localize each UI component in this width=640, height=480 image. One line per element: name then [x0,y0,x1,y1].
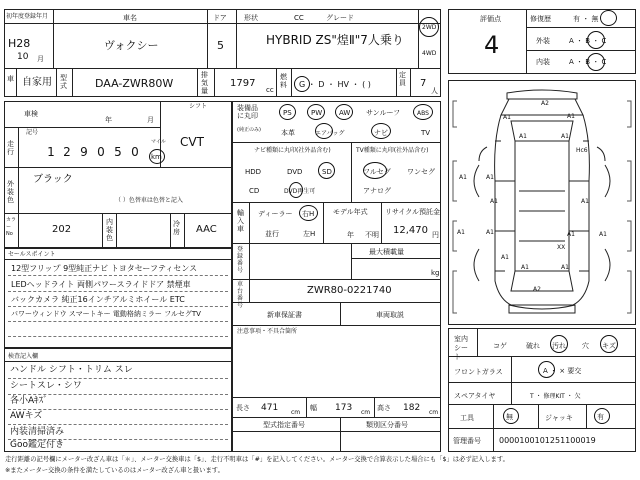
chassis-number: ZWR80-0221740 [307,285,392,296]
equip-leather: 本革 [281,129,295,137]
cc-label: CC [294,14,304,22]
drive-2wd: 2WD [422,24,437,31]
class-number-label: 類別区分番号 [366,421,408,429]
insp-year-unit: 年 [105,116,112,124]
seat-opt: 穴 [582,342,589,350]
dmg-a1: A1 [486,174,494,181]
model-year-unit: 年 [347,231,354,239]
height-label: 高さ [377,404,391,412]
odo-sub-label: 記号 [26,129,39,136]
equip-tv: TV [421,129,431,137]
usage-row [4,68,441,97]
odo-digit: 9 [80,145,88,159]
kg-unit: kg [431,269,440,277]
inspector-line: AWキズ [10,411,43,421]
odo-digit: 5 [114,145,122,159]
glass-label: フロントガラス [454,368,503,376]
fuel-label: 燃料 [280,73,287,89]
interior-options: A ・ B ・ C [569,58,607,66]
import-left-h: 左H [303,230,316,238]
tool-value: 無 [506,413,513,421]
tv-analog: アナログ [363,187,391,195]
inspector-line: 内装清掃済み [10,427,65,437]
dmg-a1: A1 [503,114,511,121]
color-value: ブラック [33,174,73,185]
equip-aw: AW [339,109,351,117]
shape-label: 形状 [244,14,258,22]
navi-cd: CD [249,187,260,195]
exterior-options: A ・ B ・ C [569,37,607,45]
equip-pw: PW [311,109,323,117]
import-label: 輸入車 [237,209,244,233]
tool-label: 工具 [460,414,474,422]
equipment-label: 装備品に丸印 [237,104,258,120]
navi-hdd: HDD [245,168,262,176]
spare-label: スペアタイヤ [454,392,496,400]
reg-month-unit: 月 [37,55,44,63]
equip-ps: PS [283,109,292,117]
displacement-label: 排気量 [201,71,208,95]
length-label: 長さ [236,404,250,412]
jack-value: 有 [597,413,604,421]
dmg-a1: A1 [567,113,575,120]
dmg-a2-bottom: A2 [533,286,541,293]
equip-sunroof: サンルーフ [366,109,401,117]
odo-digit: 1 [47,145,55,159]
km-label: km [151,153,162,161]
import-parallel: 並行 [265,230,279,238]
recycle-yen: 円 [432,231,439,239]
equip-airbag: エアバッグ [315,130,345,137]
door-count: 5 [217,39,224,52]
interior-b-circle [587,53,605,71]
interior-color-label: 内装色 [106,218,113,242]
score-value: 4 [484,31,500,59]
tv-fullseg: フルセグ [363,168,391,176]
shift-label: シフト [189,103,208,110]
width-value: 173 [335,403,353,413]
exterior-label: 外装 [536,37,550,45]
odo-digits [44,145,144,160]
navi-dvd: DVD [287,168,303,176]
width-label: 幅 [310,404,317,412]
inspector-line: ハンドル シフト・トリム スレ [10,365,133,375]
import-dealer: ディーラー [258,210,293,218]
dmg-a2-top: A2 [541,100,549,107]
height-unit: cm [429,409,439,416]
inspector-line: 各小Aｷｽﾞ [10,396,48,406]
inspector-label: 検査記入欄 [8,353,39,360]
notes-area [232,325,441,398]
registration-label: 登録番号 [237,246,244,274]
inspector-line: Goo鑑定付き [10,440,64,450]
interior-label: 内装 [536,58,550,66]
dmg-hc6: Hc6 [576,147,588,154]
registration-area [232,243,441,280]
dmg-a1: A1 [490,198,498,205]
reg-month: 10 [17,52,29,62]
capacity: 7 [420,78,427,89]
color-label: 外装色 [7,180,14,204]
navi-sd: SD [322,168,332,176]
color-no-label: カラー No [6,217,17,237]
sales-line: LEDヘッドライト 両側パワースライドドア 禁煙車 [11,280,191,289]
jack-label: ジャッキ [545,414,573,422]
dmg-a1: A1 [599,231,607,238]
inspection-label: 車検 [24,110,38,118]
door-label: ドア [213,14,227,22]
repair-options: 有 ・ 無 [573,15,599,23]
warranty-area [232,302,441,326]
color-no: 202 [52,224,72,235]
reg-era: H28 [8,37,31,50]
capacity-label: 定員 [399,71,406,87]
glass-options: A ・ × 要交 [543,367,582,375]
warranty-book: 新車保証書 [267,311,302,319]
dmg-a1: A1 [567,231,575,238]
recycle-label: リサイクル預託金 [385,208,441,216]
navi-dvd-play: DVD再生可 [284,188,316,195]
recycle-value: 12,470 [393,225,428,236]
car-name: ヴォクシー [104,39,159,52]
car-name-label: 車名 [123,14,137,22]
dmg-a1: A1 [581,198,589,205]
mgmt-number: 0000100101251100019 [499,436,596,445]
ac-value: AAC [196,224,217,235]
capacity-unit: 人 [431,87,438,95]
tv-type-label: TV種類に丸印(社外品含む) [356,147,429,154]
warranty-record: 車両取説 [376,311,404,319]
dmg-a1: A1 [561,264,569,271]
dmg-a1: A1 [459,174,467,181]
dmg-a1: A1 [501,254,509,261]
car-outline-diagram [449,81,635,324]
use-label: 車 [7,75,14,83]
use-value: 自家用 [22,77,52,88]
shift-value: CVT [180,135,204,149]
length-value: 471 [261,403,279,413]
exterior-b-circle [587,31,605,49]
color-note: （ ）色替車は色替と記入 [115,197,183,204]
damage-diagram [448,80,636,325]
dmg-a1: A1 [486,229,494,236]
seat-opt: 汚れ [552,342,566,350]
inspector-line: シートスレ・シワ [10,381,82,391]
dmg-a1: A1 [519,133,527,140]
model-year-label: モデル年式 [333,208,368,216]
sales-line: パワーウィンドウ スマートキー 電動格納ミラー フルセグTV [11,310,201,318]
width-unit: cm [361,409,371,416]
repair-label: 修復歴 [530,15,551,23]
dmg-a1: A1 [457,229,465,236]
equip-navi: ナビ [374,129,388,137]
odo-label: 走行 [7,140,14,156]
footer-note: 走行距離の記号欄にメーター改ざん車は「＊」、メーター交換車は「$」、走行不明車は「#」を記入してください。メーター交換で合算表示した場合にも「$」は必ず記入します。 [5,456,509,463]
equipment-note: (純正のみ) [237,127,261,133]
spare-options: T ・ 修理KIT ・ 欠 [530,393,581,400]
type-number-label: 型式指定番号 [263,421,305,429]
dmg-a1: A1 [561,133,569,140]
seat-opt: キズ [602,342,616,350]
navi-type-label: ナビ種類に丸印(社外品含む) [254,147,331,154]
import-right-h: 右H [302,210,315,218]
dmg-a1: A1 [521,264,529,271]
height-value: 182 [403,403,421,413]
insp-month-unit: 月 [147,116,154,124]
seat-opt: コゲ [493,342,507,350]
sales-label: セールスポイント [8,251,56,258]
odo-digit: 2 [63,145,71,159]
footer-note: ※またメーター交換の条件を満たしているのはメーター改ざん車と扱います。 [5,467,224,474]
dmg-xx: XX [557,244,566,251]
equip-abs: ABS [417,110,429,117]
odo-digit: 0 [131,145,139,159]
fuel-options: G ・ D ・ HV ・ ( ) [299,80,371,89]
cc-unit: cc [266,86,274,94]
max-load-label: 最大積載量 [369,248,404,256]
sales-line: バックカメラ 純正16インチアルミホイール ETC [11,295,185,304]
sales-line: 12型フリップ 9型純正ナビ トヨタセーフティセンス [11,264,198,273]
mile-label: マイル [151,139,166,145]
type-label: 型式 [60,74,67,90]
reg-date-label: 初年度登録年月 [6,13,49,20]
model-year-unknown: 不明 [365,231,379,239]
seat-label: 室内シート [454,335,468,361]
ac-label: 冷房 [173,220,180,236]
grade-value: HYBRID ZS"煌Ⅱ"7人乗り [266,33,404,47]
chassis-label: 車台番号 [237,281,244,309]
model-code: DAA-ZWR80W [95,77,174,90]
notes-label: 注意事項・不具合箇所 [237,328,298,335]
tv-oneseg: ワンセグ [407,168,435,176]
mgmt-label: 管理番号 [453,437,481,445]
drive-4wd: 4WD [422,50,437,57]
seat-opt: 破れ [526,342,540,350]
repair-none-circle [600,10,617,26]
displacement: 1797 [230,78,256,89]
odo-digit: 0 [97,145,105,159]
grade-label: グレード [326,14,354,22]
length-unit: cm [291,409,301,416]
score-label: 評価点 [480,15,501,23]
